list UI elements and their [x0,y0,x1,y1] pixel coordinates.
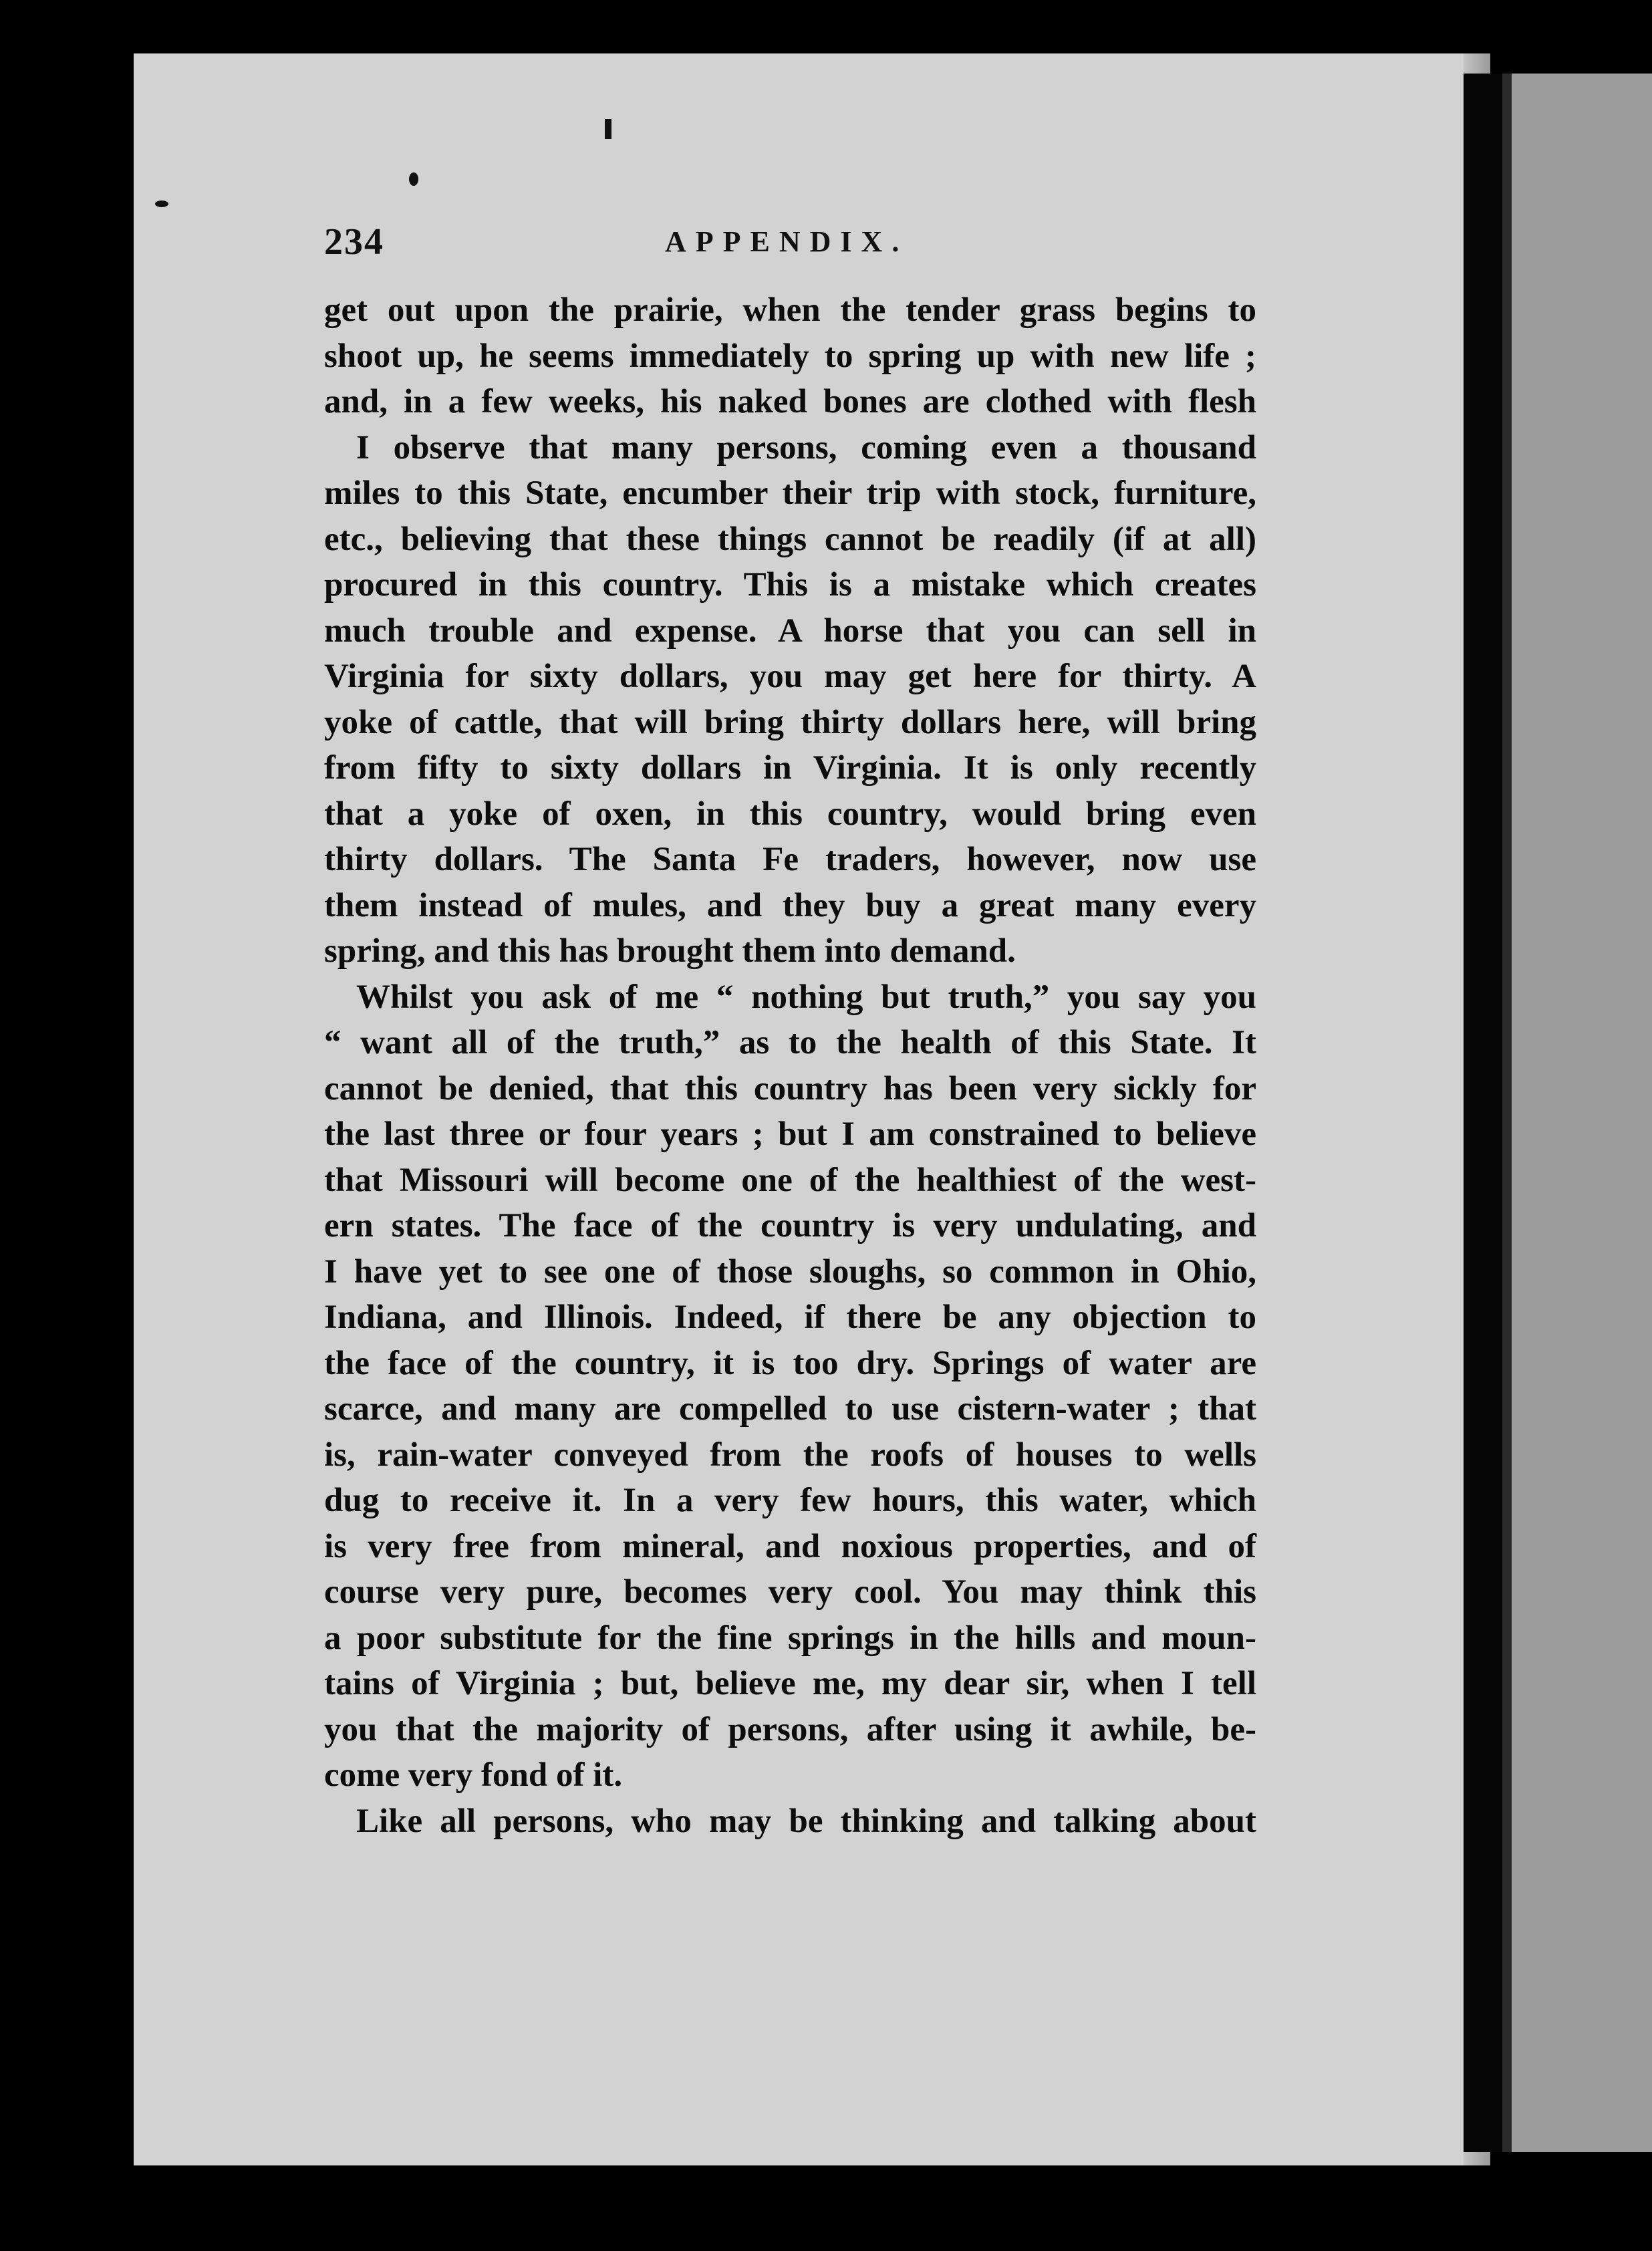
text-line: scarce, and many are compelled to use cistern-water ; that [324,1390,1256,1428]
text-line: get out upon the prairie, when the tender grass begins to [324,291,1256,329]
text-line: I observe that many persons, coming even a thousand [356,428,1256,467]
text-line: procured in this country. This is a mistake which creates [324,566,1256,604]
text-line: is, rain-water conveyed from the roofs of houses to wells [324,1436,1256,1474]
text-line: I have yet to see one of those sloughs, so common in Ohio, [324,1252,1256,1291]
running-head: APPENDIX. [665,225,909,258]
page-number: 234 [324,221,384,263]
body-text [324,287,1256,1844]
text-line: yoke of cattle, that will bring thirty dollars here, will bring [324,703,1256,741]
text-line: from fifty to sixty dollars in Virginia. It is only recently [324,749,1256,787]
text-line: Virginia for sixty dollars, you may get here for thirty. A [324,658,1256,695]
text-line: miles to this State, encumber their trip with stock, furniture, [324,475,1256,512]
page-header [324,221,1253,269]
book-gutter [1464,74,1502,2152]
text-line: dug to receive it. In a very few hours, this water, which [324,1482,1256,1519]
ink-speck [155,201,168,207]
text-line: that Missouri will become one of the healthiest of the west- [324,1161,1256,1199]
text-line: shoot up, he seems immediately to spring up with new life ; [324,337,1256,375]
text-line: Indiana, and Illinois. Indeed, if there be any objection to [324,1299,1256,1336]
text-line: cannot be denied, that this country has been very sickly for [324,1069,1256,1107]
text-line: spring, and this has brought them into demand. [324,932,1016,970]
text-line: you that the majority of persons, after using it awhile, be- [324,1710,1256,1748]
text-line: course very pure, becomes very cool. You may think this [324,1573,1256,1611]
text-line: them instead of mules, and they buy a great many every [324,886,1256,924]
ink-speck [409,172,418,186]
text-line: Whilst you ask of me “ nothing but truth,” you say you [356,978,1256,1016]
facing-page-edge [1502,74,1512,2152]
facing-page [1512,74,1652,2152]
text-line: much trouble and expense. A horse that you can sell in [324,612,1256,650]
text-line: “ want all of the truth,” as to the health of this State. It [324,1024,1256,1061]
text-line: thirty dollars. The Santa Fe traders, however, now use [324,841,1256,878]
text-line: Like all persons, who may be thinking and talking about [356,1802,1256,1840]
text-line: etc., believing that these things cannot be readily (if at all) [324,520,1256,558]
text-line: a poor substitute for the fine springs in the hills and moun- [324,1619,1256,1657]
text-line: come very fond of it. [324,1756,623,1794]
text-line: is very free from mineral, and noxious properties, and of [324,1527,1256,1565]
text-line: ern states. The face of the country is very undulating, and [324,1207,1256,1244]
text-line: the face of the country, it is too dry. Springs of water are [324,1344,1256,1382]
text-line: the last three or four years ; but I am constrained to believe [324,1115,1256,1153]
ink-speck [605,119,611,139]
text-line: and, in a few weeks, his naked bones are clothed with flesh [324,383,1256,420]
text-line: that a yoke of oxen, in this country, would bring even [324,795,1256,833]
text-line: tains of Virginia ; but, believe me, my dear sir, when I tell [324,1665,1256,1702]
